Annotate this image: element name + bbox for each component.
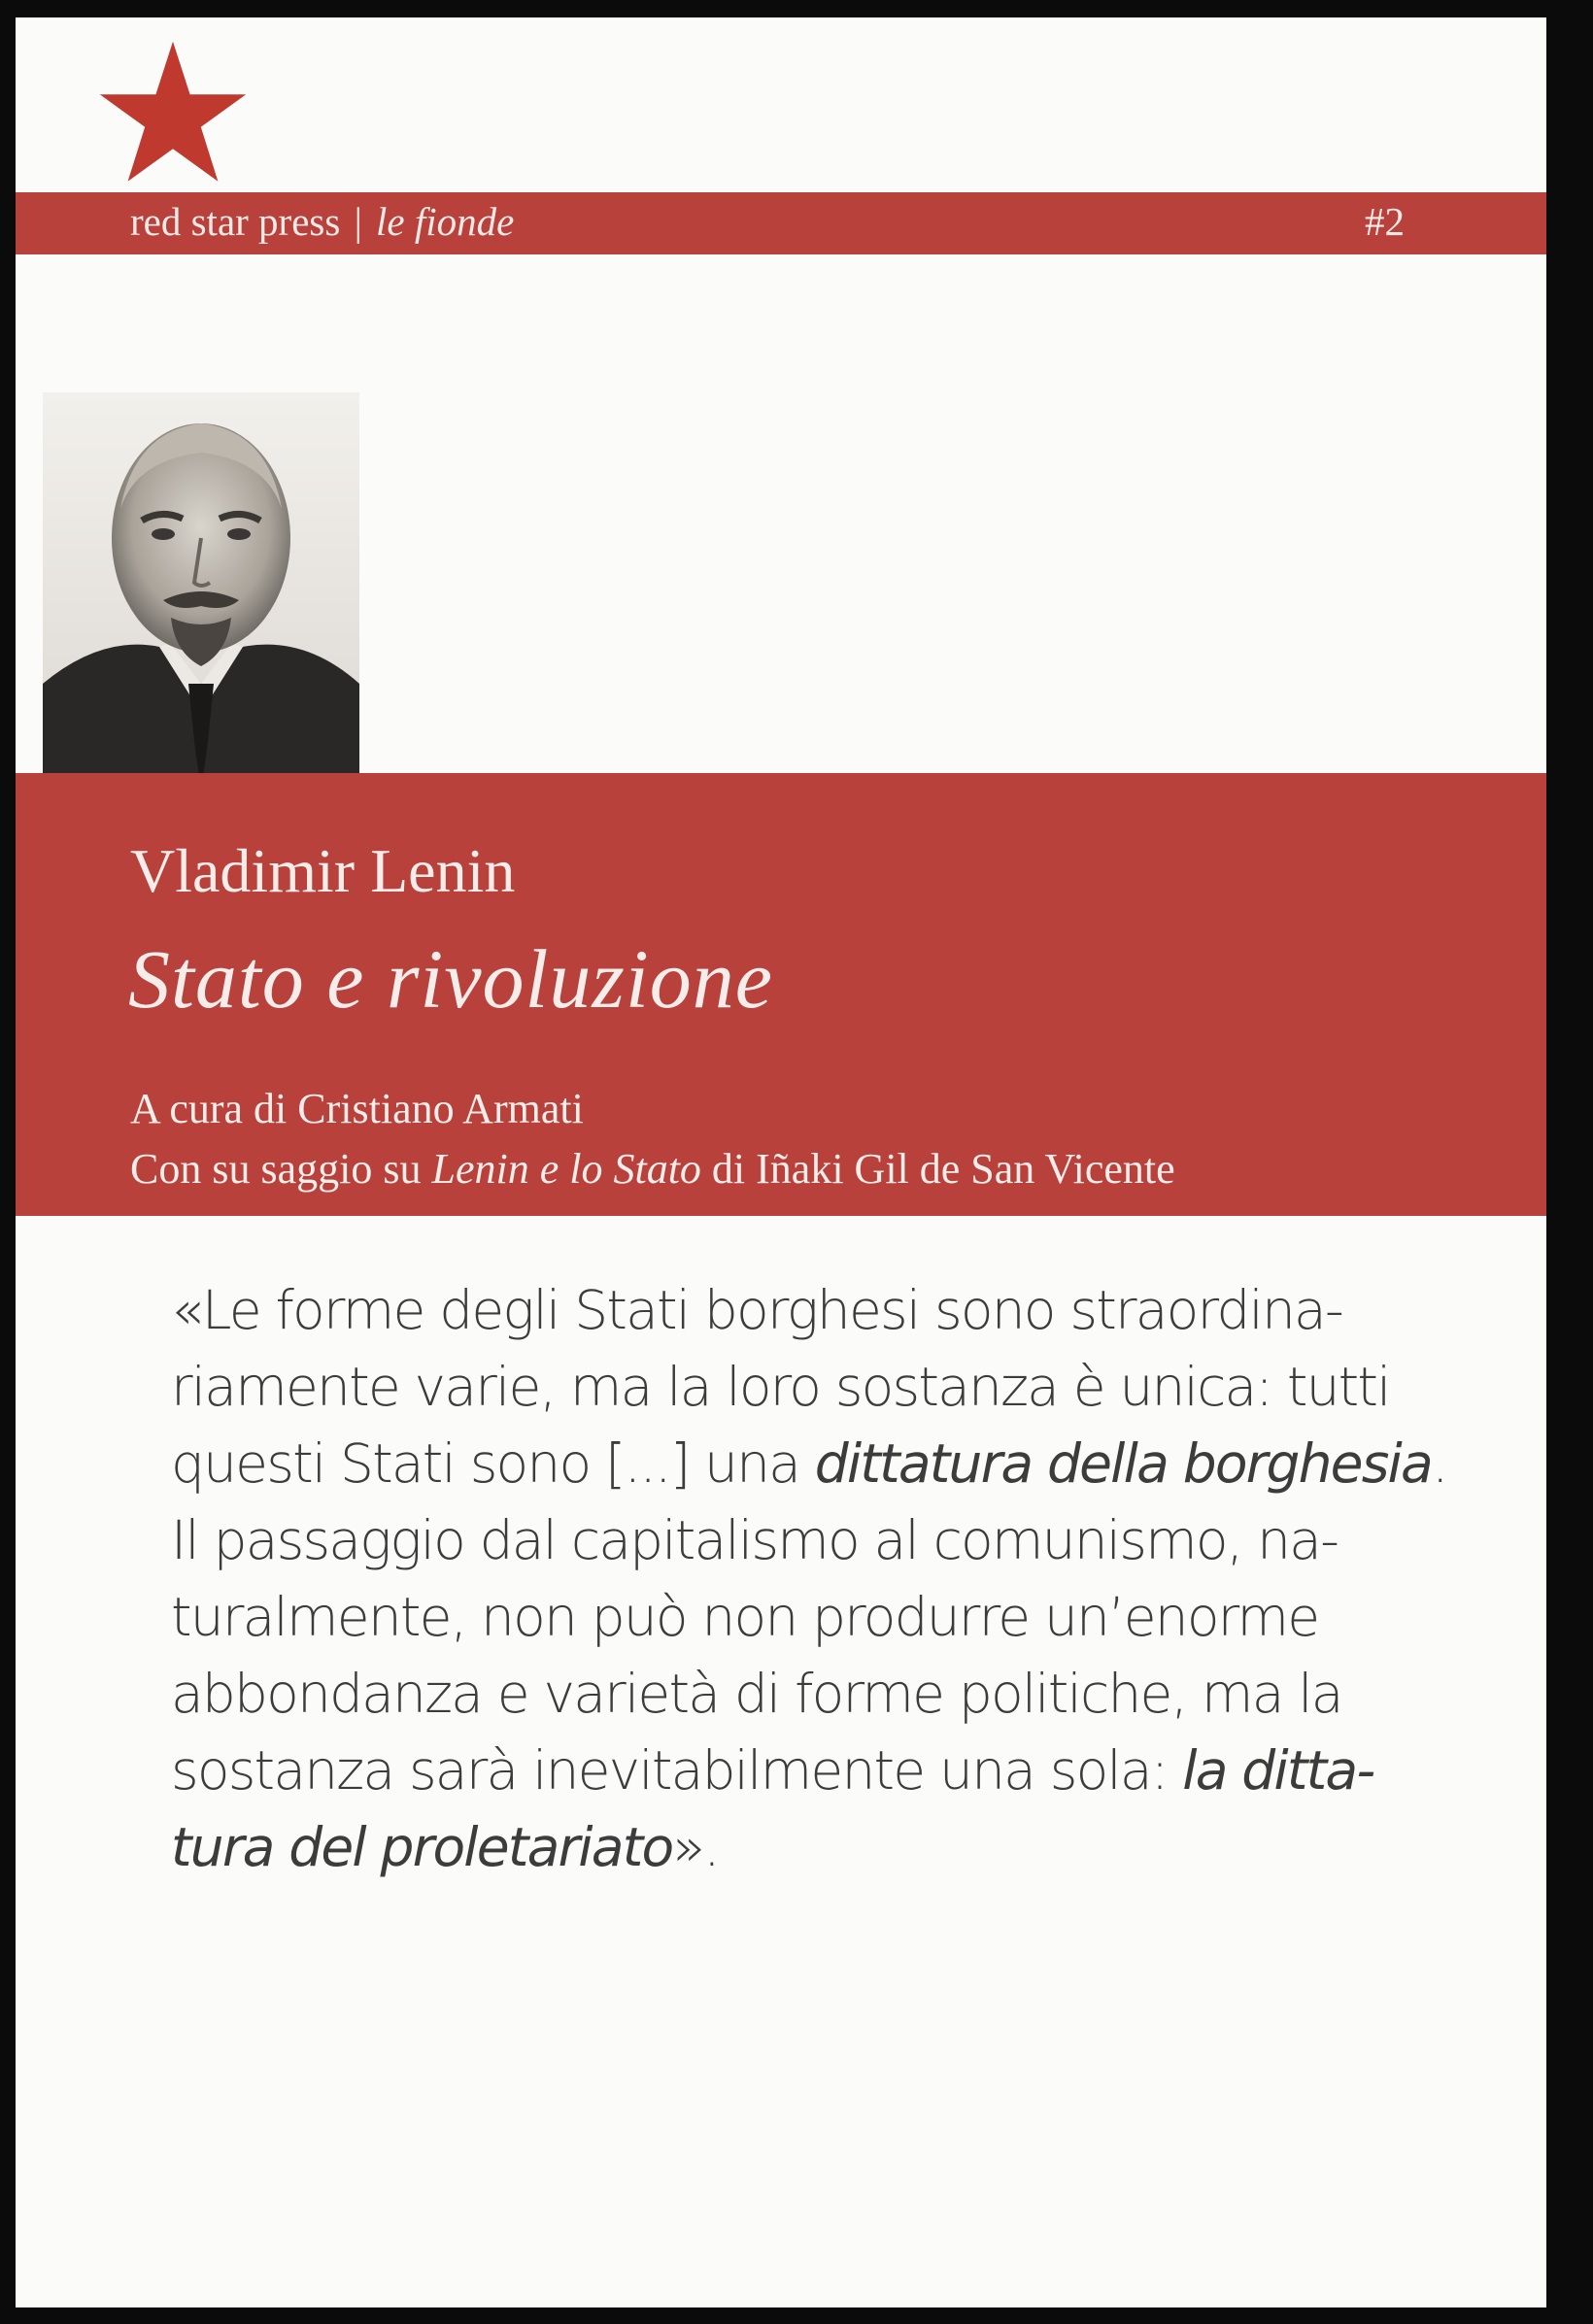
- quote-emphasis: la ditta-: [1182, 1739, 1374, 1802]
- quote-line: «Le forme degli Stati borghesi sono straordina-: [171, 1279, 1342, 1341]
- publisher-separator: |: [354, 199, 362, 244]
- quote-text: .: [1431, 1432, 1447, 1495]
- quote-text: questi Stati sono [...] una: [171, 1432, 800, 1495]
- publisher-series: [130, 198, 514, 245]
- quote-line: [171, 1809, 1473, 1886]
- quote-line: Il passaggio dal capitalismo al comunismo, na-: [171, 1509, 1339, 1571]
- series-number: #2: [1365, 199, 1405, 244]
- editor-line: A cura di Cristiano Armati: [130, 1085, 584, 1132]
- back-quote: [171, 1272, 1473, 1886]
- red-star-icon: [95, 37, 251, 192]
- quote-line: turalmente, non può non produrre un’enorme: [171, 1586, 1319, 1648]
- quote-line: [171, 1733, 1473, 1809]
- series-name: le fionde: [376, 199, 515, 244]
- publisher-name: red star press: [130, 199, 341, 244]
- quote-line: abbondanza e varietà di forme politiche, ma la: [171, 1663, 1342, 1725]
- quote-line: [171, 1426, 1473, 1502]
- essay-title: Lenin e lo Stato: [431, 1145, 701, 1193]
- book-cover: [16, 17, 1546, 2307]
- book-title: Stato e rivoluzione: [128, 932, 773, 1026]
- essay-prefix: Con su saggio su: [130, 1145, 422, 1193]
- author-portrait: [43, 392, 359, 791]
- essay-line: [130, 1144, 1175, 1194]
- author-name: Vladimir Lenin: [130, 836, 516, 905]
- quote-text: ».: [672, 1816, 719, 1878]
- quote-text: sostanza sarà inevitabilmente una sola:: [171, 1739, 1168, 1802]
- quote-line: riamente varie, ma la loro sostanza è unica: tutti: [171, 1356, 1390, 1418]
- essay-suffix: di Iñaki Gil de San Vicente: [711, 1145, 1175, 1193]
- quote-emphasis: tura del proletariato: [171, 1816, 673, 1878]
- quote-emphasis: dittatura della borghesia: [814, 1432, 1432, 1495]
